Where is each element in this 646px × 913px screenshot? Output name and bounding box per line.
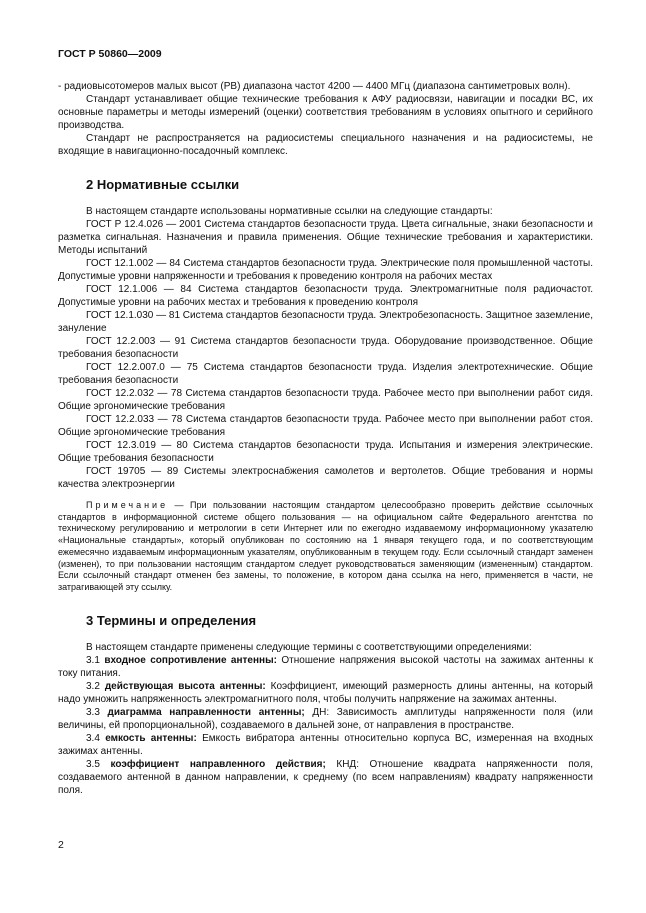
note-text: — При пользовании настоящим стандартом целесообразно проверить действие ссылочных стандартов в информационной системе общего пользования — на официальном сайте Федерального агентства по техническому регулированию и метрологии в сети Интернет или по ежегодно издаваемому информационному указателю «Национальные стандарты», который опубликован по состоянию на 1 января текущего года, и по соответствующим ежемесячно издаваемым информационным указателям, опубликованным в текущем году. Если ссылочный стандарт заменен (изменен), то при пользовании настоящим стандартом следует руководствоваться заменяющим (измененным) стандартом. Если ссылочный стандарт отменен без замены, то положение, в котором дана ссылка на него, применяется в части, не затрагивающей эту ссылку. [58,500,593,592]
term-name: диаграмма направленности антенны; [107,706,305,718]
term-definition: 3.2 действующая высота антенны: Коэффициент, имеющий размерность длины антенны, на который надо умножить напряженность электромагнитного поля, чтобы получить напряжение на зажимах антенны. [58,680,594,705]
note-block [58,500,593,594]
intro-paragraph-3: Стандарт не распространяется на радиосистемы специального назначения и на радиосистемы, не входящие в навигационно-посадочный комплекс. [58,133,593,157]
term-definition: 3.4 емкость антенны: Емкость вибратора антенны относительно корпуса ВС, измеренная на входных зажимах антенны. [58,732,593,757]
term-name: действующая высота антенны: [104,680,266,692]
term-name: коэффициент направленного действия; [110,758,326,770]
reference-item: ГОСТ 12.2.033 — 78 Система стандартов безопасности труда. Рабочее место при выполнении работ стоя. Общие эргономические требования [58,414,593,438]
term-definition: 3.1 входное сопротивление антенны: Отношение напряжения высокой частоты на зажимах антенны к току питания. [58,654,593,679]
term-name: входное сопротивление антенны: [104,654,277,666]
reference-item: ГОСТ Р 12.4.026 — 2001 Система стандартов безопасности труда. Цвета сигнальные, знаки безопасности и разметка сигнальная. Назначения и правила применения. Общие технические требования и характеристики. Методы испытаний [58,219,593,256]
section-2-heading: 2 Нормативные ссылки [86,177,240,192]
reference-item: ГОСТ 19705 — 89 Системы электроснабжения самолетов и вертолетов. Общие требования и нормы качества электроэнергии [58,466,593,490]
term-definition: 3.5 коэффициент направленного действия; КНД: Отношение квадрата напряженности поля, создаваемого антенной в данном направлении, к среднему (по всем направлениям) квадрату напряженности поля. [58,758,593,796]
note-label: Примечание [86,500,169,510]
page-number: 2 [58,839,64,851]
reference-item: ГОСТ 12.1.030 — 81 Система стандартов безопасности труда. Электробезопасность. Защитное заземление, зануление [58,310,593,334]
section-3-heading: 3 Термины и определения [86,612,257,628]
intro-paragraph-2: Стандарт устанавливает общие технические требования к АФУ радиосвязи, навигации и посадки ВС, их основные параметры и методы измерений (оценки) соответствия требованиям в условиях опытного и серийного производства. [58,94,593,131]
term-definition: 3.3 диаграмма направленности антенны; ДН: Зависимость амплитуды напряженности поля (или величины, ей пропорциональной), создаваемого в дальней зоне, от направления в пространстве. [58,706,593,731]
reference-item: ГОСТ 12.2.003 — 91 Система стандартов безопасности труда. Оборудование производственное. Общие требования безопасности [58,336,593,360]
section-3-lead: В настоящем стандарте применены следующие термины с соответствующими определениями: [86,641,532,653]
section-2-lead: В настоящем стандарте использованы нормативные ссылки на следующие стандарты: [86,206,493,217]
intro-paragraph-1: - радиовысотомеров малых высот (РВ) диапазона частот 4200 — 4400 МГц (диапазона сантиметровых волн). [58,81,571,92]
reference-item: ГОСТ 12.3.019 — 80 Система стандартов безопасности труда. Испытания и измерения электрические. Общие требования безопасности [58,440,593,464]
document-header: ГОСТ Р 50860—2009 [58,48,162,60]
reference-item: ГОСТ 12.1.006 — 84 Система стандартов безопасности труда. Электромагнитные поля радиочастот. Допустимые уровни на рабочих местах и требования к проведению контроля [58,284,593,308]
reference-item: ГОСТ 12.2.032 — 78 Система стандартов безопасности труда. Рабочее место при выполнении работ сидя. Общие эргономические требования [58,388,593,412]
reference-item: ГОСТ 12.2.007.0 — 75 Система стандартов безопасности труда. Изделия электротехнические. Общие требования безопасности [58,362,593,386]
term-name: емкость антенны: [105,732,197,744]
reference-item: ГОСТ 12.1.002 — 84 Система стандартов безопасности труда. Электрические поля промышленной частоты. Допустимые уровни напряженности и требования к проведению контроля на рабочих местах [58,258,593,282]
page-content [58,80,593,797]
